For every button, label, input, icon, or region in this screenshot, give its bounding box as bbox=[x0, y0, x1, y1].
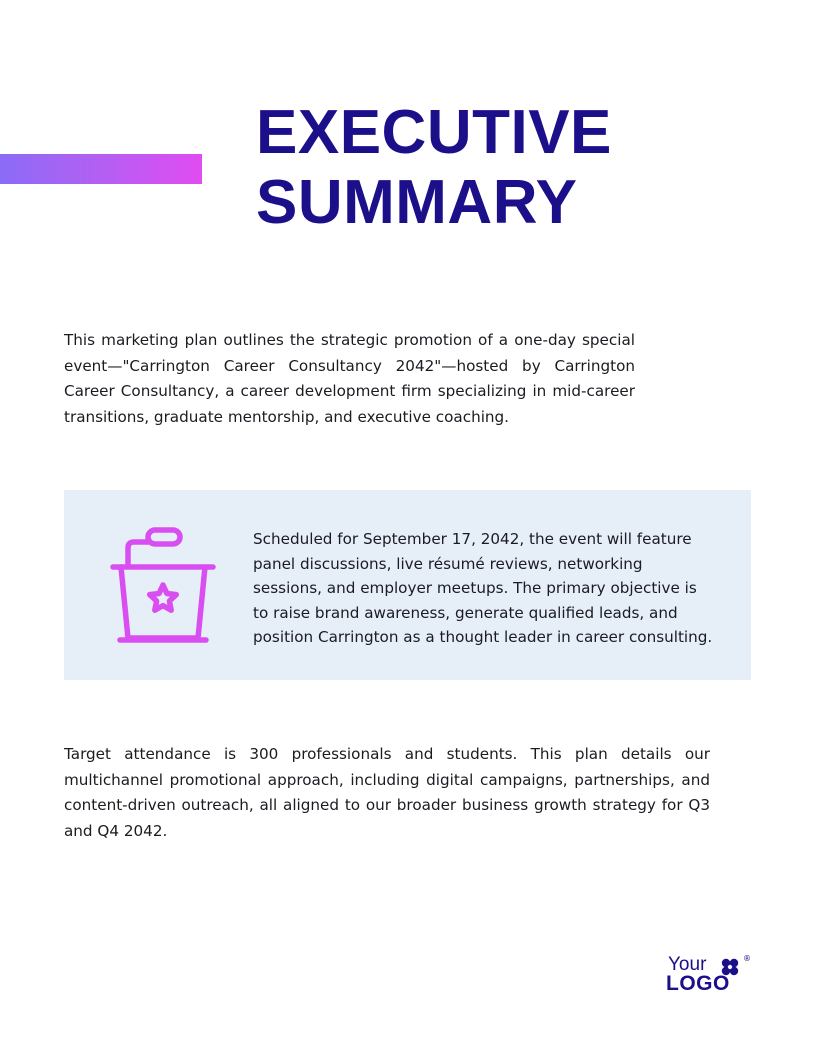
page-title-line-2: SUMMARY bbox=[256, 168, 578, 237]
intro-paragraph: This marketing plan outlines the strategic promotion of a one-day special event—"Carrington Career Consultancy 2042"—hosted by Carrington Career Consultancy, a career development firm specializing in mid-career transitions, graduate mentorship, and executive coaching. bbox=[64, 331, 635, 426]
logo-text-logo: LOGO bbox=[666, 972, 730, 995]
logo-text-your: Your bbox=[668, 954, 707, 975]
page-title bbox=[256, 98, 612, 238]
callout-text: Scheduled for September 17, 2042, the event will feature panel discussions, live résumé reviews, networking sessions, and employer meetups. The primary objective is to raise brand awareness, generate qualified leads, and position Carrington as a thought leader in career consulting. bbox=[253, 530, 713, 646]
podium-star-icon bbox=[104, 520, 220, 648]
page-title-line-1: EXECUTIVE bbox=[256, 98, 612, 167]
accent-bar bbox=[0, 154, 202, 184]
closing-paragraph: Target attendance is 300 professionals and students. This plan details our multichannel promotional approach, including digital campaigns, partnerships, and content-driven outreach, all aligned to our broader business growth strategy for Q3 and Q4 2042. bbox=[64, 745, 710, 840]
registered-mark: ® bbox=[743, 954, 751, 963]
company-logo bbox=[666, 954, 756, 996]
